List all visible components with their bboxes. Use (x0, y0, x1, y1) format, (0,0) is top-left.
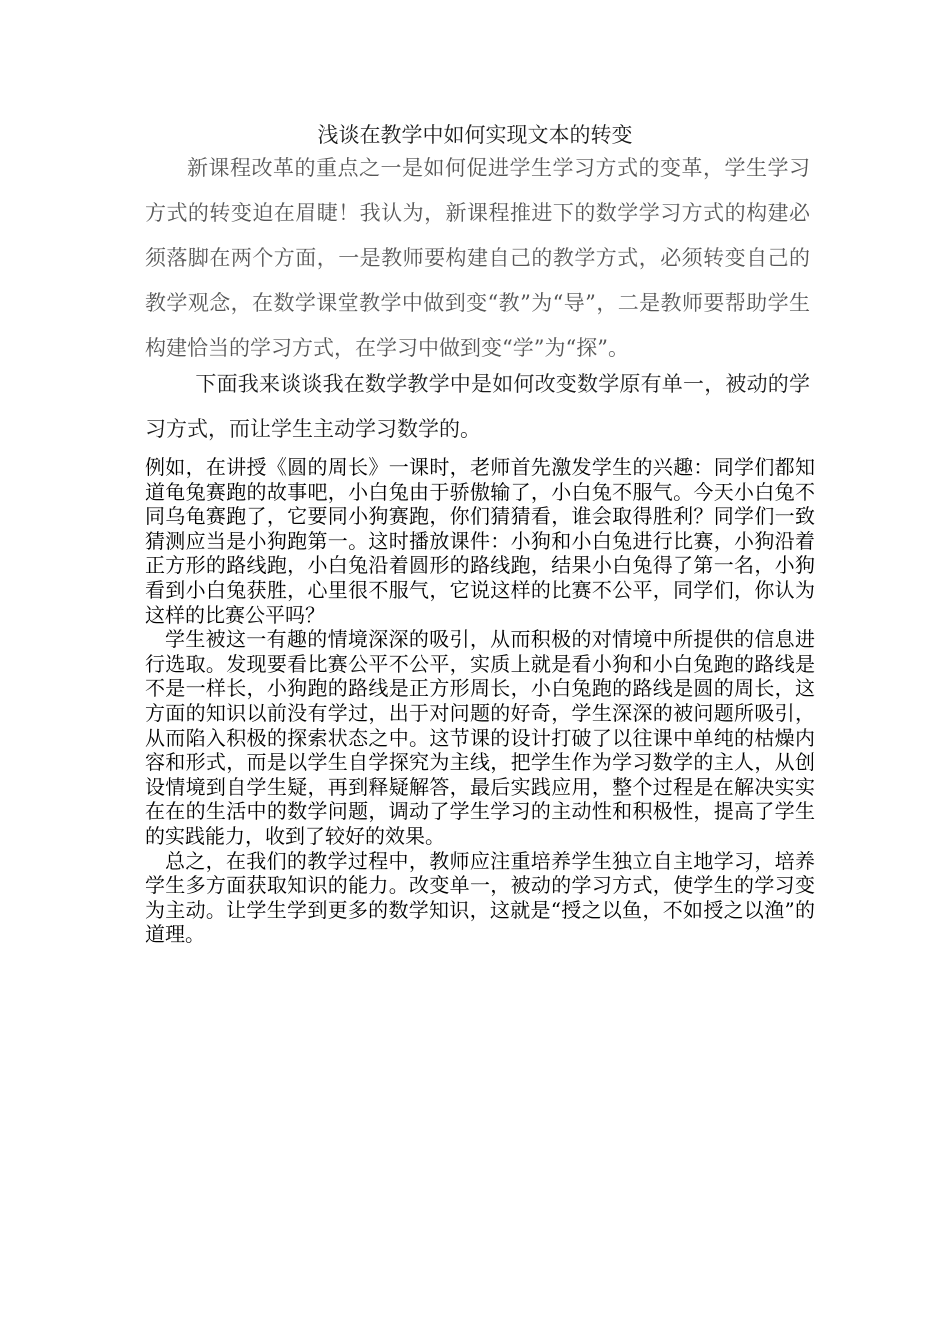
document-title: 浅谈在教学中如何实现文本的转变 (317, 123, 633, 147)
example-paragraph: 例如，在讲授《圆的周长》一课时，老师首先激发学生的兴趣：同学们都知道龟兔赛跑的故事吧，小白兔由于骄傲输了，小白兔不服气。今天小白兔不同乌龟赛跑了，它要同小狗赛跑，你们猜猜看，谁会取得胜利？同学们一致猜测应当是小狗跑第一。这时播放课件：小狗和小白兔进行比赛，小狗沿着正方形的路线跑，小白兔沿着圆形的路线跑，结果小白兔得了第一名，小狗看到小白兔获胜，心里很不服气，它说这样的比赛不公平，同学们，你认为这样的比赛公平吗？ (145, 455, 815, 627)
analysis-paragraph: 学生被这一有趣的情境深深的吸引，从而积极的对情境中所提供的信息进行选取。发现要看比赛公平不公平，实质上就是看小狗和小白兔跑的路线是不是一样长，小狗跑的路线是正方形周长，小白兔跑的路线是圆的周长，这方面的知识以前没有学过，出于对问题的好奇，学生深深的被问题所吸引，从而陷入积极的探索状态之中。这节课的设计打破了以往课中单纯的枯燥内容和形式，而是以学生自学探究为主线，把学生作为学习数学的主人，从创设情境到自学生疑，再到释疑解答，最后实践应用，整个过程是在解决实实在在的生活中的数学问题，调动了学生学习的主动性和积极性，提高了学生的实践能力，收到了较好的效果。 (145, 627, 815, 848)
conclusion-paragraph: 总之，在我们的教学过程中，教师应注重培养学生独立自主地学习，培养学生多方面获取知识的能力。改变单一，被动的学习方式，使学生的学习变为主动。让学生学到更多的数学知识，这就是“授之以鱼，不如授之以渔”的道理。 (145, 848, 815, 947)
body-text (145, 455, 815, 947)
second-paragraph: 下面我来谈谈我在数学教学中是如何改变数学原有单一，被动的学习方式，而让学生主动学习数学的。 (145, 372, 810, 441)
intro-paragraph: 新课程改革的重点之一是如何促进学生学习方式的变革，学生学习方式的转变迫在眉睫！我认为，新课程推进下的数学学习方式的构建必须落脚在两个方面，一是教师要构建自己的教学方式，必须转变自己的教学观念，在数学课堂教学中做到变“教”为“导”，二是教师要帮助学生构建恰当的学习方式，在学习中做到变“学”为“探”。 (145, 156, 810, 360)
